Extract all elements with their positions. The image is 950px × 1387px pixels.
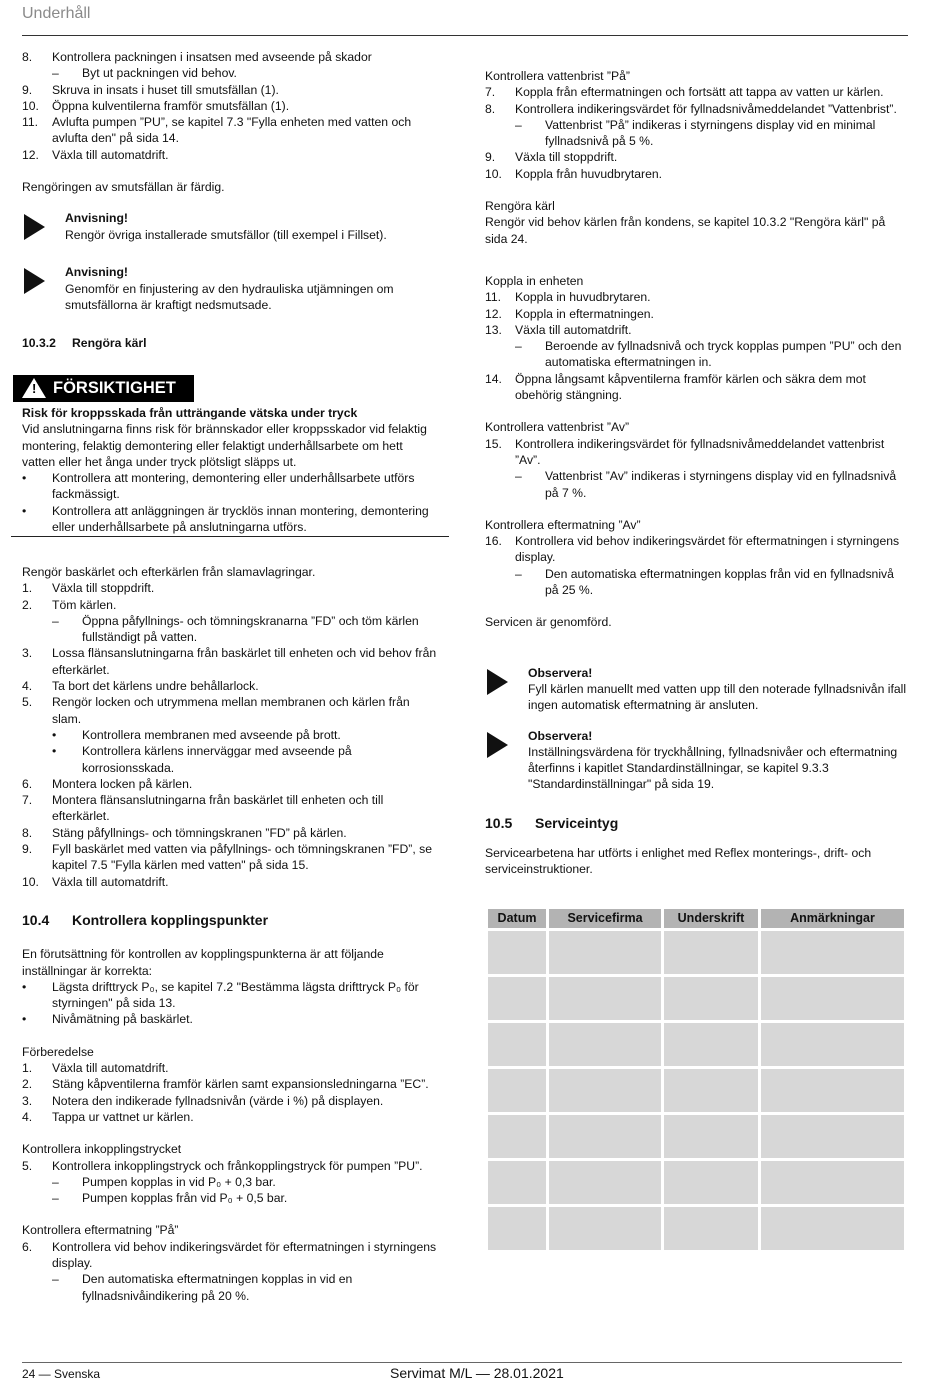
list-marker: – — [52, 613, 59, 628]
list-item — [485, 149, 909, 165]
subheading: Kontrollera inkopplingstrycket — [22, 1142, 182, 1157]
note-text: Inställningsvärdena för tryckhållning, fyllnadsnivåer och eftermatning återfinns i kapitlet Standardinställningar, se kapitel 9.3.3 "Standardinställningar" på sida 19. — [528, 744, 898, 792]
left-column — [22, 49, 438, 352]
table-row — [488, 1023, 904, 1066]
list-item — [22, 727, 438, 743]
table-cell[interactable] — [488, 1207, 546, 1250]
list-text: Ta bort det kärlens undre behållarlock. — [52, 679, 259, 694]
table-cell[interactable] — [761, 977, 904, 1020]
list-marker: 10. — [22, 874, 39, 889]
list-text: Kontrollera kärlens innerväggar med avseende på korrosionsskada. — [82, 744, 352, 775]
list-item — [22, 1060, 438, 1076]
list-marker: 1. — [22, 581, 33, 596]
arrow-icon — [24, 214, 45, 240]
list-item — [22, 82, 438, 98]
table-cell[interactable] — [664, 931, 758, 974]
list-marker: 2. — [22, 597, 33, 612]
table-header-row — [488, 909, 904, 928]
subheading: Kontrollera eftermatning ”På” — [22, 1223, 179, 1238]
list-text: Kontrollera indikeringsvärdet för fyllnadsnivåmeddelandet vattenbrist ”Av”. — [515, 436, 885, 467]
step-list — [22, 1239, 438, 1304]
bullet-item — [22, 503, 438, 536]
list-marker: 5. — [22, 695, 33, 710]
table-cell[interactable] — [488, 931, 546, 974]
note — [485, 728, 909, 793]
list-marker: 8. — [22, 50, 33, 64]
list-text: Montera flänsanslutningarna från baskärlet till enheten och till efterkärlet. — [52, 793, 384, 824]
table-cell[interactable] — [761, 1115, 904, 1158]
list-marker: 4. — [22, 1109, 33, 1124]
table-row — [488, 1161, 904, 1204]
list-marker: 7. — [22, 793, 33, 808]
list-text: Koppla från eftermatningen och fortsätt att tappa av vatten ur kärlen. — [515, 85, 884, 100]
list-marker: 9. — [22, 842, 33, 857]
list-item — [22, 841, 438, 874]
list-item — [485, 436, 909, 469]
list-text: Kontrollera packningen i insatsen med avseende på skador — [52, 50, 372, 64]
list-item — [485, 306, 909, 322]
list-marker: – — [515, 339, 522, 354]
table-cell[interactable] — [488, 1023, 546, 1066]
list-item — [22, 874, 438, 890]
list-marker: • — [52, 744, 57, 759]
list-marker: 3. — [22, 646, 33, 661]
table-cell[interactable] — [664, 1023, 758, 1066]
note-title: Anvisning! — [65, 265, 128, 280]
list-text: Öppna påfyllnings- och tömningskranarna ”FD” och töm kärlen fullständigt på vatten. — [82, 613, 419, 645]
step-list — [485, 436, 909, 501]
footer-page: 24 — Svenska — [22, 1367, 101, 1381]
subheading: Kontrollera vattenbrist ”Av” — [485, 420, 630, 435]
list-text: Avlufta pumpen ”PU”, se kapitel 7.3 "Fylla enheten med vatten och avlufta den" på sida 14. — [52, 115, 412, 146]
table-row — [488, 1069, 904, 1112]
list-marker: 8. — [485, 101, 496, 116]
note — [22, 210, 438, 246]
list-text: Växla till stoppdrift. — [52, 581, 155, 596]
bullet-item — [22, 470, 438, 503]
warning-block — [22, 405, 438, 535]
bullet-text: Lägsta drifttryck P₀, se kapitel 7.2 "Bestämma lägsta drifttryck P₀ för styrningen" på sida 13. — [52, 979, 419, 1011]
footer-doc: Servimat M/L — 28.01.2021 — [390, 1365, 564, 1381]
subheading: Kontrollera eftermatning ”Av” — [485, 517, 641, 532]
table-cell[interactable] — [549, 1023, 661, 1066]
list-item — [22, 1076, 438, 1092]
table-cell[interactable] — [664, 977, 758, 1020]
table-row — [488, 1207, 904, 1250]
list-text: Koppla från huvudbrytaren. — [515, 166, 663, 181]
list-text: Den automatiska eftermatningen kopplas in vid en fyllnadsnivåindikering på 20 %. — [82, 1272, 353, 1303]
step-list — [22, 1060, 438, 1125]
list-text: Växla till automatdrift. — [52, 147, 169, 162]
list-item — [22, 743, 438, 776]
list-item — [485, 566, 909, 599]
list-marker: 7. — [485, 85, 496, 100]
warning-title: Risk för kroppsskada från utträngande vätska under tryck — [22, 406, 358, 420]
list-item — [485, 371, 909, 404]
subheading: Koppla in enheten — [485, 273, 584, 288]
table-row — [488, 1115, 904, 1158]
table-cell[interactable] — [664, 1207, 758, 1250]
note-text: Fyll kärlen manuellt med vatten upp till den noterade fyllnadsnivån ifall ingen automatisk eftermatning är ansluten. — [528, 681, 907, 713]
list-text: Montera locken på kärlen. — [52, 776, 193, 791]
list-text: Rengör locken och utrymmena mellan membranen och kärlen från slam. — [52, 695, 410, 726]
list-text: Byt ut packningen vid behov. — [82, 66, 237, 81]
table-cell[interactable] — [488, 1115, 546, 1158]
table-cell[interactable] — [761, 1161, 904, 1204]
subheading: Förberedelse — [22, 1044, 94, 1059]
bullet-item — [22, 979, 438, 1012]
list-marker: – — [52, 1191, 59, 1206]
list-text: Den automatiska eftermatningen kopplas från vid en fyllnadsnivå på 25 %. — [545, 566, 894, 598]
section-heading: 10.4 Kontrollera kopplingspunkter — [22, 911, 269, 928]
prereq-text: En förutsättning för kontrollen av kopplingspunkterna är att följande inställningar är korrekta: — [22, 947, 384, 978]
list-item — [22, 776, 438, 792]
section-heading: 10.5 Serviceintyg — [485, 814, 619, 831]
list-marker: 14. — [485, 371, 502, 386]
bullet-item — [22, 1011, 438, 1027]
list-text: Skruva in insats i huset till smutsfällan (1). — [52, 82, 279, 97]
note-text: Rengör övriga installerade smutsfällor (till exempel i Fillset). — [65, 227, 387, 242]
list-item — [22, 1093, 438, 1109]
list-marker: • — [52, 727, 57, 742]
warning-badge: ! FÖRSIKTIGHET — [13, 375, 194, 402]
footer-rule — [22, 1362, 902, 1363]
left-column-lower — [22, 564, 438, 1304]
table-cell[interactable] — [549, 1069, 661, 1112]
list-item — [22, 597, 438, 613]
list-marker: 11. — [485, 290, 502, 305]
table-cell[interactable] — [761, 1069, 904, 1112]
table-cell[interactable] — [761, 931, 904, 974]
list-marker: – — [52, 1272, 59, 1287]
list-text: Tappa ur vattnet ur kärlen. — [52, 1109, 194, 1124]
list-text: Öppna kulventilerna framför smutsfällan (1). — [52, 98, 290, 113]
table-cell[interactable] — [664, 1161, 758, 1204]
prereq-bullets — [22, 979, 438, 1028]
list-item — [485, 468, 909, 501]
list-text: Fyll baskärlet med vatten via påfyllnings- och tömningskranen ”FD”, se kapitel 7.5 "Fylla kärlen med vatten" på sida 15. — [52, 842, 433, 873]
list-item — [22, 147, 438, 163]
table-row — [488, 977, 904, 1020]
list-marker: 3. — [22, 1093, 33, 1108]
column-header: Underskrift — [664, 909, 758, 928]
list-marker: 10. — [22, 98, 39, 113]
table-cell[interactable] — [488, 1069, 546, 1112]
list-item — [22, 580, 438, 596]
bullet-icon: • — [22, 979, 27, 994]
list-marker: – — [515, 117, 522, 132]
list-item — [22, 65, 438, 81]
list-text: Kontrollera vid behov indikeringsvärdet för eftermatningen i styrningens display. — [515, 534, 900, 565]
list-text: Vattenbrist ”Av” indikeras i styrningens display vid en fyllnadsnivå på 7 %. — [545, 469, 897, 500]
list-item — [485, 117, 909, 150]
arrow-icon — [24, 268, 45, 294]
list-text: Pumpen kopplas från vid P₀ + 0,5 bar. — [82, 1191, 288, 1206]
bullet-icon: • — [22, 503, 27, 518]
list-marker: 2. — [22, 1077, 33, 1092]
list-text: Koppla in eftermatningen. — [515, 306, 654, 321]
note — [485, 665, 909, 714]
right-column — [485, 68, 909, 878]
arrow-icon — [487, 669, 508, 695]
list-item — [22, 613, 438, 646]
list-text: Kontrollera inkopplingstryck och frånkopplingstryck för pumpen ”PU”. — [52, 1158, 423, 1173]
table-cell[interactable] — [761, 1207, 904, 1250]
column-header: Anmärkningar — [761, 909, 904, 928]
list-text: Vattenbrist ”På” indikeras i styrningens display vid en minimal fyllnadsnivå på 5 %. — [545, 117, 876, 149]
bullet-text: Nivåmätning på baskärlet. — [52, 1012, 193, 1027]
list-item — [22, 1239, 438, 1272]
list-text: Beroende av fyllnadsnivå och tryck kopplas pumpen ”PU” och den automatiska eftermatningen in. — [545, 339, 902, 370]
bullet-text: Kontrollera att montering, demontering eller underhållsarbete utförs fackmässigt. — [52, 471, 415, 502]
table-cell[interactable] — [488, 1161, 546, 1204]
list-item — [22, 1271, 438, 1304]
table-cell[interactable] — [488, 977, 546, 1020]
header-title: Underhåll — [22, 5, 91, 22]
list-marker: – — [515, 469, 522, 484]
step-list — [485, 84, 909, 182]
service-table — [485, 906, 907, 1253]
list-text: Stäng påfyllnings- och tömningskranen ”FD” på kärlen. — [52, 825, 347, 840]
note-text: Genomför en finjustering av den hydrauliska utjämningen om smutsfällorna är kraftigt nedsmutsade. — [65, 281, 394, 312]
list-marker: 16. — [485, 534, 502, 549]
note — [22, 264, 438, 313]
list-text: Kontrollera membranen med avseende på brott. — [82, 727, 341, 742]
list-marker: 9. — [485, 150, 496, 165]
warning-text: Vid anslutningarna finns risk för brännskador eller kroppsskador vid felaktig montering, felaktig demontering eller felaktigt underhållsarbete om hett vatten eller het ånga under tryck plötsligt släpps ut. — [22, 422, 427, 469]
list-item — [22, 825, 438, 841]
list-item — [22, 1190, 438, 1206]
header-rule — [22, 35, 908, 36]
column-header: Servicefirma — [549, 909, 661, 928]
bullet-icon: • — [22, 471, 27, 486]
list-marker: 8. — [22, 825, 33, 840]
list-item — [22, 678, 438, 694]
service-text: Servicearbetena har utförts i enlighet med Reflex monterings-, drift- och serviceinstruktioner. — [485, 845, 872, 877]
table-cell[interactable] — [549, 1207, 661, 1250]
list-text: Stäng kåpventilerna framför kärlen samt expansionsledningarna ”EC”. — [52, 1077, 429, 1092]
list-marker: – — [515, 566, 522, 581]
note-title: Anvisning! — [65, 211, 128, 226]
list-text: Pumpen kopplas in vid P₀ + 0,3 bar. — [82, 1174, 276, 1189]
paragraph: Rengör vid behov kärlen från kondens, se kapitel 10.3.2 "Rengöra kärl" på sida 24. — [485, 215, 886, 246]
table-cell[interactable] — [549, 931, 661, 974]
list-marker: 13. — [485, 322, 502, 337]
list-item — [22, 98, 438, 114]
list-text: Notera den indikerade fyllnadsnivån (värde i %) på displayen. — [52, 1093, 384, 1108]
list-item — [22, 1158, 438, 1174]
list-item — [485, 166, 909, 182]
list-text: Öppna långsamt kåpventilerna framför kärlen och säkra dem mot obehörig stängning. — [515, 371, 866, 403]
list-marker: 1. — [22, 1061, 33, 1076]
subheading: Kontrollera vattenbrist ”På” — [485, 69, 630, 83]
clean-intro: Rengör baskärlet och efterkärlen från slamavlagringar. — [22, 565, 316, 579]
table-cell[interactable] — [761, 1023, 904, 1066]
warning-rule — [11, 536, 449, 537]
list-item — [22, 1109, 438, 1125]
list-item — [22, 792, 438, 825]
list-marker: 6. — [22, 776, 33, 791]
column-header: Datum — [488, 909, 546, 928]
list-marker: 15. — [485, 436, 502, 451]
list-marker: 4. — [22, 679, 33, 694]
bullet-icon: • — [22, 1012, 27, 1027]
table-cell[interactable] — [549, 977, 661, 1020]
list-text: Växla till automatdrift. — [515, 322, 632, 337]
list-text: Växla till automatdrift. — [52, 1061, 169, 1076]
note-title: Observera! — [528, 665, 593, 680]
step-list — [485, 533, 909, 598]
step-list — [485, 289, 909, 403]
list-item — [22, 114, 438, 147]
arrow-icon — [487, 732, 508, 758]
note-title: Observera! — [528, 728, 593, 743]
table-row — [488, 931, 904, 974]
list-marker: 6. — [22, 1239, 33, 1254]
list-marker: – — [52, 1174, 59, 1189]
list-marker: 9. — [22, 82, 33, 97]
bullet-text: Kontrollera att anläggningen är trycklös innan montering, demontering eller underhållsarbete på anslutningarna utförs. — [52, 503, 429, 535]
step-list — [22, 580, 438, 890]
list-item — [485, 322, 909, 338]
list-text: Växla till stoppdrift. — [515, 150, 618, 165]
list-item — [22, 694, 438, 727]
list-text: Töm kärlen. — [52, 597, 117, 612]
list-item — [485, 84, 909, 100]
list-item — [485, 533, 909, 566]
table-cell[interactable] — [664, 1069, 758, 1112]
list-text: Kontrollera indikeringsvärdet för fyllnadsnivåmeddelandet ”Vattenbrist”. — [515, 101, 897, 116]
list-marker: 10. — [485, 166, 502, 181]
list-marker: 12. — [22, 147, 39, 162]
done-text: Rengöringen av smutsfällan är färdig. — [22, 180, 225, 195]
list-marker: 11. — [22, 115, 39, 130]
list-marker: 5. — [22, 1158, 33, 1173]
table-cell[interactable] — [664, 1115, 758, 1158]
service-done: Servicen är genomförd. — [485, 615, 612, 630]
list-item — [485, 101, 909, 117]
list-item — [22, 49, 438, 65]
list-text: Lossa flänsanslutningarna från baskärlet till enheten och vid behov från efterkärlet. — [52, 646, 437, 677]
list-marker: – — [52, 66, 59, 81]
list-item — [485, 338, 909, 371]
list-item — [485, 289, 909, 305]
section-heading: 10.3.2 Rengöra kärl — [22, 336, 147, 351]
list-item — [22, 1174, 438, 1190]
list-text: Växla till automatdrift. — [52, 874, 169, 889]
list-text: Kontrollera vid behov indikeringsvärdet för eftermatningen i styrningens display. — [52, 1239, 437, 1270]
table-cell[interactable] — [549, 1161, 661, 1204]
subheading: Rengöra kärl — [485, 199, 555, 214]
table-cell[interactable] — [549, 1115, 661, 1158]
step-list — [22, 1158, 438, 1207]
list-item — [22, 645, 438, 678]
list-text: Koppla in huvudbrytaren. — [515, 290, 651, 305]
list-marker: 12. — [485, 306, 502, 321]
warning-bullets — [22, 470, 438, 535]
step-list — [22, 49, 438, 163]
